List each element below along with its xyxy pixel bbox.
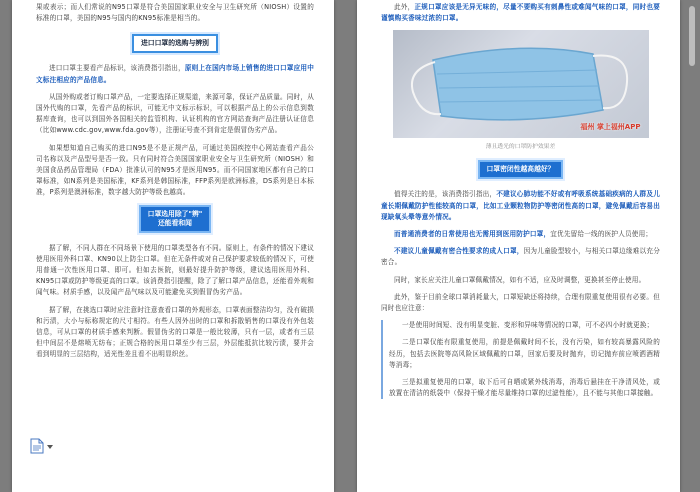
text-highlight: 而普通消费者的日常使用也无需用到医用防护口罩，	[394, 230, 551, 239]
heading-mask-selection	[36, 205, 314, 233]
right-page	[357, 0, 680, 492]
text-plain: 因为儿童脸型较小，与相关口罩边缘难以充分密合。	[381, 247, 660, 267]
left-paragraph-3: 从国外购或者订购口罩产品，一定要选择正规渠道，来源可靠，保证产品质量。同时，从国外代购的口罩，先看产品的标识，可能无中文标示标识，可以根据产品上的公示信息到数据库查询，也可以到国外各国相关的监管机构、认证机构的官方网站查询产品注册认证信息（比如www.cdc.gov,www.fda.gov等），注册证号查不到肯定是假冒伪劣产品。	[36, 92, 314, 135]
note-2: 二是口罩仅能有限重复使用，前提是佩戴时间不长，没有污染，如有较高暴露风险的经历，包括去医院等高风险区域佩戴的口罩，回家后要及时抛弃，切记抛弃前应喷洒酒精等消毒；	[389, 338, 660, 369]
section-heading	[139, 205, 212, 233]
right-paragraph-6: 此外，鉴于目前全球口罩消耗量大，口罩短缺还将持续，合理有限重复使用很有必要。但同时也应注意：	[381, 292, 660, 313]
note-1: 一是使用时间短、没有明显变脏、变形和异味等情况的口罩，可不必四小时就更换；	[402, 321, 654, 330]
right-page-content	[381, 2, 660, 405]
note-3: 三是拟重复使用的口罩，取下后可自晒或紧外线消毒，消毒后悬挂在干净清风处，或放置在清洁的纸袋中（保持干燥才能尽量维持口罩的过滤性能），且不能与其他口罩接触。	[389, 378, 660, 398]
mask-image	[393, 30, 649, 138]
chevron-down-icon[interactable]	[47, 445, 53, 449]
text-plain: 值得关注的是，该消费指引指出，	[394, 190, 497, 199]
text-highlight: 不建议儿童佩戴有密合性要求的成人口罩，	[394, 247, 524, 256]
section-heading: 进口口罩的选购与辨别	[132, 34, 218, 53]
mask-photo	[381, 30, 660, 138]
vertical-scrollbar[interactable]	[688, 0, 696, 492]
heading-line-1: 口罩选用除了"辨"	[147, 209, 203, 218]
section-heading: 口罩密闭性越高越好？	[478, 160, 564, 179]
left-paragraph-4: 如果想知道自己购买的进口N95是不是正规产品，可通过美国疾控中心网站查看产品公司名称以及产品型号是否一致。只有同时符合美国国家职业安全与卫生研究所（NIOSH）和美国食品药品管理局（FDA）批准认可的N95才是医用N95。而不同国家地区都有自己的口罩标准，如N系列是美国标准，KF系列是韩国标准，FFP系列是欧洲标准，DS系列是日本标准，P系列是澳洲标准，数字越大防护等级也越高。	[36, 143, 314, 197]
text-plain: 此外，	[394, 3, 415, 11]
right-paragraph-3	[381, 229, 660, 240]
document-icon[interactable]	[30, 438, 44, 454]
right-paragraph-4	[381, 246, 660, 268]
photo-watermark: 福州 掌上福州APP	[580, 123, 641, 132]
left-paragraph-1: 果或表示；而人们常说的N95口罩是符合美国国家职业安全与卫生研究所（NIOSH）设置的标准的口罩，美国的N95与国内的KN95标准是相当的。	[36, 3, 314, 23]
heading-airtightness	[381, 156, 660, 179]
text-highlight: 正规口罩应该是无异无味的，尽量不要购买有刺鼻性或难闻气味的口罩，同时也要谨慎购买香味过浓的口罩。	[381, 3, 660, 23]
left-paragraph-6: 据了解，在挑选口罩时应注意时注意查看口罩的外观形态，口罩表面整洁均匀，没有破损和污渍，大小与标称规定的尺寸相符。有些人因外出时的口罩和拆散销售的口罩没有外包装信息，可从口罩的材质手感来判断。假冒伪劣的口罩是一般比较薄，只有一层，或者有三层但中间层不是熔喷无纺布；正规合格的医用口罩至少有三层，外层能抵抗比较污渍，要并会看到明显的三层结构，适光性差且看不出明显织丝。	[36, 305, 314, 359]
left-page-content	[36, 2, 314, 367]
text-highlight: 不建议心肺功能不好或有呼吸系统基础疾病的人群及儿童长期佩戴防护性能较高的口罩，比如工业颗粒物防护等密闭性高的口罩，避免佩戴后容易出现缺氧头晕等意外情况。	[381, 190, 660, 221]
scrollbar-thumb[interactable]	[689, 6, 695, 66]
heading-line-2: 还能看和闻	[158, 218, 192, 227]
right-paragraph-5: 同时，家长应关注儿童口罩佩戴情况，如有不适，应及时调整，更换甚至停止使用。	[394, 275, 646, 284]
reuse-notes	[381, 320, 660, 399]
heading-import-mask	[36, 30, 314, 53]
text-plain: 进口口罩主要看产品标识，该消费指引指出，	[49, 64, 185, 73]
left-paragraph-2	[36, 63, 314, 85]
text-plain: 宜优先留给一线的医护人员使用；	[550, 230, 653, 239]
left-paragraph-5: 据了解，不同人群在不同场景下使用的口罩类型各有不同。原则上，有条件的情况下建议使用医用外科口罩、KN90以上防尘口罩。但在无条件或对自己保护要求较低的情况下，可使用普通一次性医用口罩、即可。但如去医院，则最好提升防护等级，建议选用医用外科、KN95口罩或防护等级更高的口罩。该消费指引提醒，除了了解口罩产品信息，还能看外观和闻气味。材质手感，以及闻产品气味以及可能避免买到假冒伪劣产品。	[36, 243, 314, 297]
photo-caption: 薄且透光的口罩防护效果差	[485, 144, 556, 151]
right-paragraph-1	[381, 2, 660, 24]
right-paragraph-2	[381, 189, 660, 223]
text-highlight: 原则上在国内市场上销售的进口口罩应用中文标注相应的产品信息。	[36, 64, 314, 84]
left-page	[12, 0, 334, 492]
